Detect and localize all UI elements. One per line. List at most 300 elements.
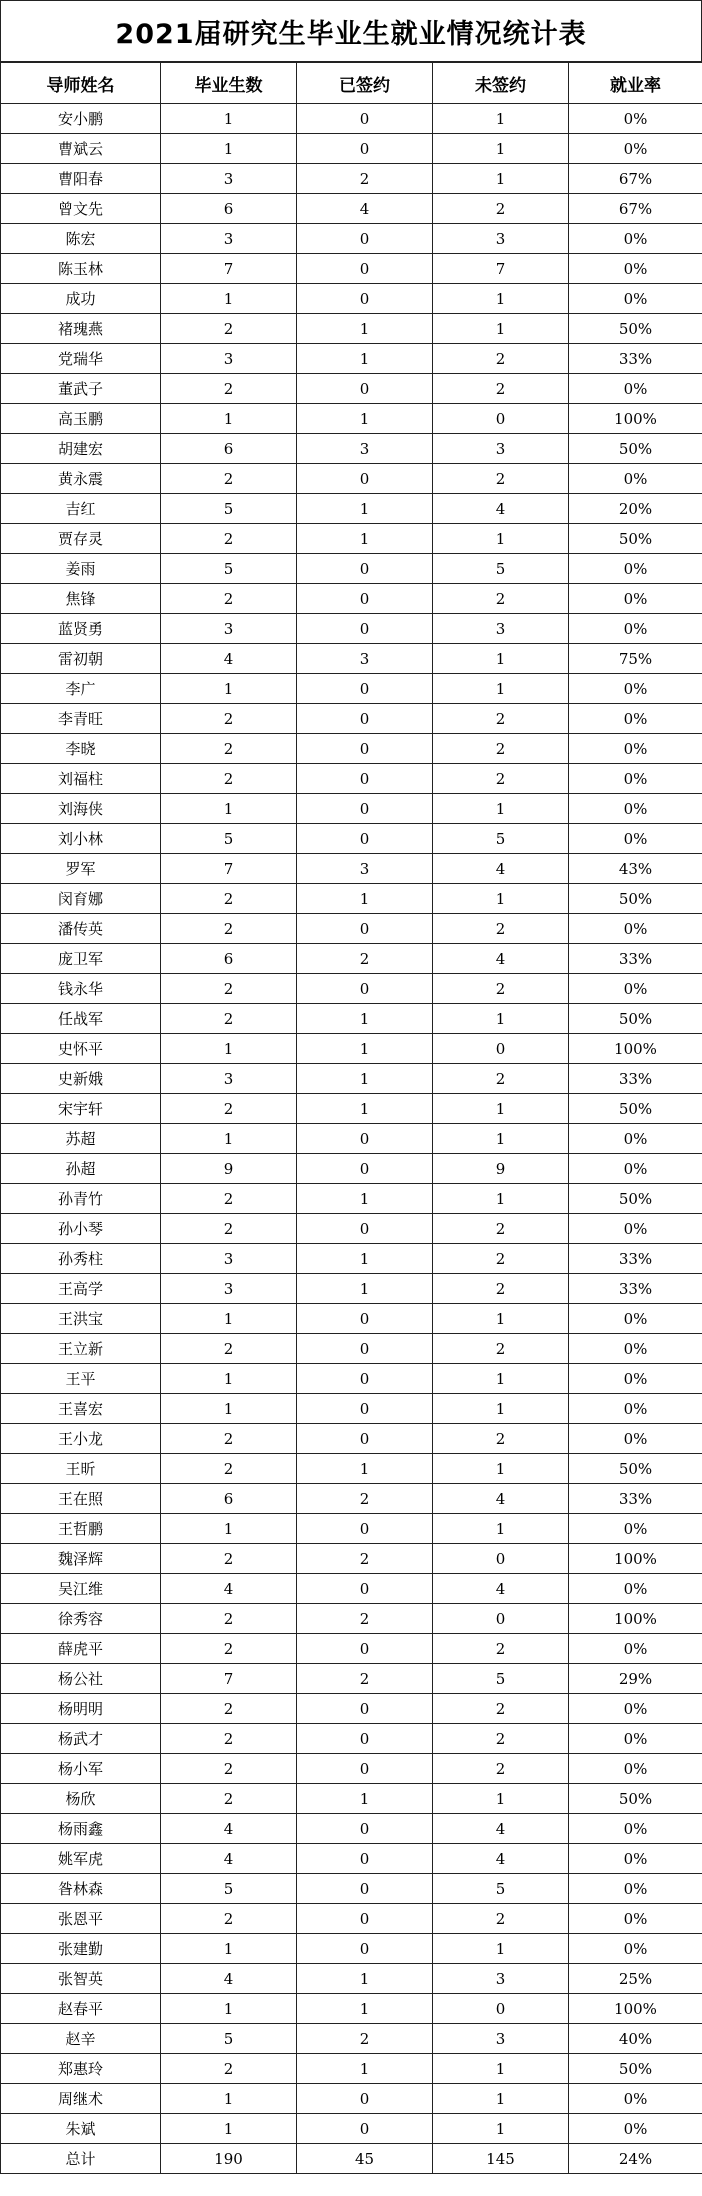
graduates-cell: 5 (161, 494, 297, 524)
graduates-cell: 4 (161, 1964, 297, 1994)
employment-rate-cell: 50% (569, 884, 702, 914)
employment-rate-cell: 0% (569, 1424, 702, 1454)
advisor-name-cell: 王洪宝 (1, 1304, 161, 1334)
signed-cell: 1 (297, 1994, 433, 2024)
unsigned-cell: 1 (433, 1124, 569, 1154)
employment-rate-cell: 20% (569, 494, 702, 524)
advisor-name-cell: 刘小林 (1, 824, 161, 854)
graduates-cell: 3 (161, 1274, 297, 1304)
table-row (1, 1334, 702, 1364)
graduates-cell: 2 (161, 1754, 297, 1784)
employment-rate-cell: 0% (569, 734, 702, 764)
unsigned-cell: 5 (433, 1664, 569, 1694)
unsigned-cell: 2 (433, 764, 569, 794)
signed-cell: 1 (297, 1064, 433, 1094)
table-row (1, 1094, 702, 1124)
graduates-cell: 6 (161, 434, 297, 464)
signed-cell: 3 (297, 434, 433, 464)
employment-rate-cell: 0% (569, 1214, 702, 1244)
advisor-name-cell: 刘海侠 (1, 794, 161, 824)
graduates-cell: 2 (161, 1784, 297, 1814)
table-row (1, 584, 702, 614)
graduates-cell: 7 (161, 854, 297, 884)
unsigned-cell: 4 (433, 494, 569, 524)
unsigned-cell: 1 (433, 1184, 569, 1214)
advisor-name-cell: 钱永华 (1, 974, 161, 1004)
advisor-name-cell: 吉红 (1, 494, 161, 524)
graduates-cell: 1 (161, 674, 297, 704)
advisor-name-cell: 刘福柱 (1, 764, 161, 794)
table-row (1, 2054, 702, 2084)
advisor-name-cell: 杨欣 (1, 1784, 161, 1814)
advisor-name-cell: 陈玉林 (1, 254, 161, 284)
table-row (1, 1904, 702, 1934)
advisor-name-cell: 姜雨 (1, 554, 161, 584)
advisor-name-cell: 安小鹏 (1, 104, 161, 134)
unsigned-cell: 2 (433, 1424, 569, 1454)
signed-cell: 1 (297, 1454, 433, 1484)
employment-rate-cell: 33% (569, 1064, 702, 1094)
signed-cell: 1 (297, 1784, 433, 1814)
graduates-cell: 2 (161, 1214, 297, 1244)
signed-cell: 1 (297, 1004, 433, 1034)
table-row (1, 1634, 702, 1664)
advisor-name-cell: 徐秀容 (1, 1604, 161, 1634)
signed-cell: 0 (297, 1364, 433, 1394)
table-row (1, 1574, 702, 1604)
graduates-cell: 5 (161, 554, 297, 584)
graduates-cell: 7 (161, 254, 297, 284)
unsigned-cell: 1 (433, 524, 569, 554)
advisor-name-cell: 杨雨鑫 (1, 1814, 161, 1844)
signed-cell: 1 (297, 404, 433, 434)
unsigned-cell: 5 (433, 554, 569, 584)
advisor-name-cell: 董武子 (1, 374, 161, 404)
unsigned-cell: 3 (433, 614, 569, 644)
employment-rate-cell: 0% (569, 2114, 702, 2144)
unsigned-cell: 2 (433, 914, 569, 944)
unsigned-cell: 1 (433, 884, 569, 914)
column-header-employment-rate: 就业率 (569, 63, 702, 104)
advisor-name-cell: 王平 (1, 1364, 161, 1394)
graduates-cell: 3 (161, 1064, 297, 1094)
unsigned-cell: 1 (433, 314, 569, 344)
employment-rate-cell: 0% (569, 974, 702, 1004)
advisor-name-cell: 史新娥 (1, 1064, 161, 1094)
unsigned-cell: 0 (433, 1994, 569, 2024)
unsigned-cell: 1 (433, 1934, 569, 1964)
table-row (1, 1304, 702, 1334)
column-header-graduates: 毕业生数 (161, 63, 297, 104)
unsigned-cell: 2 (433, 1244, 569, 1274)
advisor-name-cell: 王喜宏 (1, 1394, 161, 1424)
signed-cell: 0 (297, 1814, 433, 1844)
signed-cell: 0 (297, 1694, 433, 1724)
graduates-cell: 1 (161, 1514, 297, 1544)
signed-cell: 0 (297, 104, 433, 134)
unsigned-cell: 4 (433, 1574, 569, 1604)
unsigned-cell: 1 (433, 1004, 569, 1034)
advisor-name-cell: 贾存灵 (1, 524, 161, 554)
total-signed: 45 (297, 2144, 433, 2174)
employment-rate-cell: 50% (569, 524, 702, 554)
table-row (1, 254, 702, 284)
table-row (1, 794, 702, 824)
graduates-cell: 6 (161, 1484, 297, 1514)
employment-rate-cell: 0% (569, 1754, 702, 1784)
graduates-cell: 2 (161, 584, 297, 614)
signed-cell: 0 (297, 1394, 433, 1424)
signed-cell: 0 (297, 1844, 433, 1874)
advisor-name-cell: 陈宏 (1, 224, 161, 254)
unsigned-cell: 2 (433, 1754, 569, 1784)
unsigned-cell: 1 (433, 1454, 569, 1484)
graduates-cell: 4 (161, 1844, 297, 1874)
employment-rate-cell: 0% (569, 1844, 702, 1874)
unsigned-cell: 2 (433, 1274, 569, 1304)
employment-rate-cell: 0% (569, 1154, 702, 1184)
employment-rate-cell: 40% (569, 2024, 702, 2054)
signed-cell: 2 (297, 1664, 433, 1694)
advisor-name-cell: 赵春平 (1, 1994, 161, 2024)
employment-rate-cell: 0% (569, 464, 702, 494)
header-row (1, 63, 702, 104)
unsigned-cell: 1 (433, 284, 569, 314)
signed-cell: 1 (297, 1274, 433, 1304)
unsigned-cell: 2 (433, 584, 569, 614)
graduates-cell: 1 (161, 2084, 297, 2114)
employment-rate-cell: 0% (569, 1814, 702, 1844)
signed-cell: 0 (297, 1754, 433, 1784)
signed-cell: 0 (297, 134, 433, 164)
advisor-name-cell: 王哲鹏 (1, 1514, 161, 1544)
unsigned-cell: 2 (433, 1334, 569, 1364)
unsigned-cell: 5 (433, 1874, 569, 1904)
employment-rate-cell: 0% (569, 1904, 702, 1934)
table-row (1, 1214, 702, 1244)
unsigned-cell: 1 (433, 134, 569, 164)
graduates-cell: 5 (161, 1874, 297, 1904)
graduates-cell: 1 (161, 1934, 297, 1964)
signed-cell: 2 (297, 944, 433, 974)
signed-cell: 1 (297, 524, 433, 554)
graduates-cell: 2 (161, 1184, 297, 1214)
employment-rate-cell: 43% (569, 854, 702, 884)
table-row (1, 1364, 702, 1394)
advisor-name-cell: 蓝贤勇 (1, 614, 161, 644)
advisor-name-cell: 王立新 (1, 1334, 161, 1364)
table-row (1, 1754, 702, 1784)
unsigned-cell: 1 (433, 1364, 569, 1394)
signed-cell: 0 (297, 704, 433, 734)
advisor-name-cell: 焦锋 (1, 584, 161, 614)
unsigned-cell: 1 (433, 164, 569, 194)
graduates-cell: 2 (161, 1094, 297, 1124)
signed-cell: 0 (297, 584, 433, 614)
graduates-cell: 6 (161, 194, 297, 224)
graduates-cell: 1 (161, 1994, 297, 2024)
signed-cell: 2 (297, 1484, 433, 1514)
employment-rate-cell: 0% (569, 764, 702, 794)
graduates-cell: 2 (161, 884, 297, 914)
unsigned-cell: 2 (433, 464, 569, 494)
advisor-name-cell: 杨公社 (1, 1664, 161, 1694)
unsigned-cell: 3 (433, 434, 569, 464)
signed-cell: 0 (297, 1514, 433, 1544)
unsigned-cell: 0 (433, 1604, 569, 1634)
employment-rate-cell: 0% (569, 1934, 702, 1964)
table-row (1, 2024, 702, 2054)
advisor-name-cell: 任战军 (1, 1004, 161, 1034)
table-row (1, 1934, 702, 1964)
employment-rate-cell: 0% (569, 1874, 702, 1904)
table-row (1, 1604, 702, 1634)
unsigned-cell: 1 (433, 2084, 569, 2114)
advisor-name-cell: 周继术 (1, 2084, 161, 2114)
signed-cell: 1 (297, 1964, 433, 1994)
advisor-name-cell: 曾文先 (1, 194, 161, 224)
table-row (1, 1034, 702, 1064)
advisor-name-cell: 张智英 (1, 1964, 161, 1994)
graduates-cell: 1 (161, 794, 297, 824)
signed-cell: 0 (297, 554, 433, 584)
graduates-cell: 2 (161, 1454, 297, 1484)
employment-rate-cell: 50% (569, 1184, 702, 1214)
signed-cell: 0 (297, 674, 433, 704)
signed-cell: 0 (297, 1214, 433, 1244)
graduates-cell: 2 (161, 1544, 297, 1574)
advisor-name-cell: 曹斌云 (1, 134, 161, 164)
employment-rate-cell: 0% (569, 584, 702, 614)
advisor-name-cell: 曹阳春 (1, 164, 161, 194)
employment-rate-cell: 0% (569, 104, 702, 134)
table-row (1, 614, 702, 644)
signed-cell: 4 (297, 194, 433, 224)
signed-cell: 1 (297, 1184, 433, 1214)
signed-cell: 1 (297, 494, 433, 524)
signed-cell: 1 (297, 344, 433, 374)
graduates-cell: 1 (161, 1364, 297, 1394)
advisor-name-cell: 杨武才 (1, 1724, 161, 1754)
employment-rate-cell: 50% (569, 1094, 702, 1124)
employment-rate-cell: 0% (569, 554, 702, 584)
column-header-unsigned: 未签约 (433, 63, 569, 104)
unsigned-cell: 4 (433, 854, 569, 884)
table-row (1, 1454, 702, 1484)
signed-cell: 0 (297, 464, 433, 494)
graduates-cell: 2 (161, 524, 297, 554)
graduates-cell: 2 (161, 374, 297, 404)
unsigned-cell: 4 (433, 944, 569, 974)
table-row (1, 374, 702, 404)
employment-rate-cell: 100% (569, 1604, 702, 1634)
graduates-cell: 1 (161, 2114, 297, 2144)
graduates-cell: 5 (161, 824, 297, 854)
graduates-cell: 7 (161, 1664, 297, 1694)
advisor-name-cell: 李晓 (1, 734, 161, 764)
advisor-name-cell: 朱斌 (1, 2114, 161, 2144)
table-row (1, 1154, 702, 1184)
signed-cell: 0 (297, 1634, 433, 1664)
graduates-cell: 1 (161, 1124, 297, 1154)
table-row (1, 314, 702, 344)
graduates-cell: 2 (161, 704, 297, 734)
total-employment-rate: 24% (569, 2144, 702, 2174)
signed-cell: 0 (297, 764, 433, 794)
advisor-name-cell: 苏超 (1, 1124, 161, 1154)
graduates-cell: 1 (161, 1034, 297, 1064)
table-row (1, 1244, 702, 1274)
unsigned-cell: 4 (433, 1844, 569, 1874)
signed-cell: 0 (297, 914, 433, 944)
unsigned-cell: 1 (433, 1094, 569, 1124)
table-row (1, 1874, 702, 1904)
employment-rate-cell: 0% (569, 284, 702, 314)
advisor-name-cell: 黄永震 (1, 464, 161, 494)
advisor-name-cell: 吴江维 (1, 1574, 161, 1604)
employment-rate-cell: 0% (569, 1694, 702, 1724)
unsigned-cell: 1 (433, 674, 569, 704)
graduates-cell: 3 (161, 344, 297, 374)
table-row (1, 884, 702, 914)
table-row (1, 1124, 702, 1154)
signed-cell: 0 (297, 1934, 433, 1964)
table-row (1, 1964, 702, 1994)
advisor-name-cell: 张恩平 (1, 1904, 161, 1934)
graduates-cell: 1 (161, 284, 297, 314)
advisor-name-cell: 王高学 (1, 1274, 161, 1304)
graduates-cell: 4 (161, 1574, 297, 1604)
table-row (1, 674, 702, 704)
advisor-name-cell: 党瑞华 (1, 344, 161, 374)
table-row (1, 1664, 702, 1694)
table-row (1, 1514, 702, 1544)
signed-cell: 3 (297, 854, 433, 884)
advisor-name-cell: 赵辛 (1, 2024, 161, 2054)
table-row (1, 2084, 702, 2114)
signed-cell: 0 (297, 1154, 433, 1184)
employment-rate-cell: 75% (569, 644, 702, 674)
graduates-cell: 6 (161, 944, 297, 974)
graduates-cell: 1 (161, 104, 297, 134)
graduates-cell: 9 (161, 1154, 297, 1184)
employment-rate-cell: 0% (569, 614, 702, 644)
table-row (1, 404, 702, 434)
employment-rate-cell: 50% (569, 314, 702, 344)
graduates-cell: 2 (161, 1904, 297, 1934)
signed-cell: 0 (297, 794, 433, 824)
table-row (1, 1844, 702, 1874)
graduates-cell: 1 (161, 404, 297, 434)
graduates-cell: 2 (161, 314, 297, 344)
advisor-name-cell: 史怀平 (1, 1034, 161, 1064)
table-row (1, 1724, 702, 1754)
graduates-cell: 4 (161, 1814, 297, 1844)
graduates-cell: 2 (161, 1334, 297, 1364)
signed-cell: 1 (297, 884, 433, 914)
unsigned-cell: 0 (433, 404, 569, 434)
graduates-cell: 1 (161, 1394, 297, 1424)
graduates-cell: 2 (161, 1694, 297, 1724)
advisor-name-cell: 孙小琴 (1, 1214, 161, 1244)
table-row (1, 824, 702, 854)
unsigned-cell: 1 (433, 1304, 569, 1334)
signed-cell: 0 (297, 824, 433, 854)
signed-cell: 1 (297, 2054, 433, 2084)
table-row (1, 2114, 702, 2144)
advisor-name-cell: 薛虎平 (1, 1634, 161, 1664)
signed-cell: 0 (297, 284, 433, 314)
table-row (1, 194, 702, 224)
advisor-name-cell: 杨小军 (1, 1754, 161, 1784)
graduates-cell: 2 (161, 974, 297, 1004)
employment-rate-cell: 0% (569, 1724, 702, 1754)
employment-rate-cell: 0% (569, 134, 702, 164)
total-row (1, 2144, 702, 2174)
table-row (1, 1424, 702, 1454)
graduates-cell: 2 (161, 734, 297, 764)
table-row (1, 134, 702, 164)
graduates-cell: 2 (161, 1724, 297, 1754)
unsigned-cell: 1 (433, 644, 569, 674)
unsigned-cell: 9 (433, 1154, 569, 1184)
graduates-cell: 2 (161, 1004, 297, 1034)
table-row (1, 854, 702, 884)
employment-rate-cell: 0% (569, 1574, 702, 1604)
table-row (1, 1994, 702, 2024)
advisor-name-cell: 李广 (1, 674, 161, 704)
unsigned-cell: 2 (433, 704, 569, 734)
unsigned-cell: 2 (433, 1694, 569, 1724)
advisor-name-cell: 郑惠玲 (1, 2054, 161, 2084)
graduates-cell: 3 (161, 224, 297, 254)
total-unsigned: 145 (433, 2144, 569, 2174)
table-row (1, 764, 702, 794)
signed-cell: 0 (297, 1304, 433, 1334)
graduates-cell: 4 (161, 644, 297, 674)
table-row (1, 1064, 702, 1094)
employment-rate-cell: 0% (569, 254, 702, 284)
signed-cell: 0 (297, 2114, 433, 2144)
graduates-cell: 2 (161, 1424, 297, 1454)
signed-cell: 3 (297, 644, 433, 674)
total-label: 总计 (1, 2144, 161, 2174)
graduates-cell: 1 (161, 1304, 297, 1334)
employment-rate-cell: 67% (569, 164, 702, 194)
total-graduates: 190 (161, 2144, 297, 2174)
page-title: 2021届研究生毕业生就业情况统计表 (0, 0, 702, 62)
unsigned-cell: 4 (433, 1814, 569, 1844)
advisor-name-cell: 魏泽辉 (1, 1544, 161, 1574)
advisor-name-cell: 褚瑰燕 (1, 314, 161, 344)
advisor-name-cell: 潘传英 (1, 914, 161, 944)
employment-rate-cell: 0% (569, 1634, 702, 1664)
table-row (1, 974, 702, 1004)
graduates-cell: 3 (161, 164, 297, 194)
employment-rate-cell: 25% (569, 1964, 702, 1994)
advisor-name-cell: 昝林森 (1, 1874, 161, 1904)
employment-rate-cell: 33% (569, 344, 702, 374)
advisor-name-cell: 姚军虎 (1, 1844, 161, 1874)
employment-rate-cell: 0% (569, 1394, 702, 1424)
graduates-cell: 2 (161, 1634, 297, 1664)
unsigned-cell: 4 (433, 1484, 569, 1514)
unsigned-cell: 7 (433, 254, 569, 284)
signed-cell: 0 (297, 1424, 433, 1454)
signed-cell: 2 (297, 164, 433, 194)
unsigned-cell: 3 (433, 2024, 569, 2054)
signed-cell: 0 (297, 1124, 433, 1154)
